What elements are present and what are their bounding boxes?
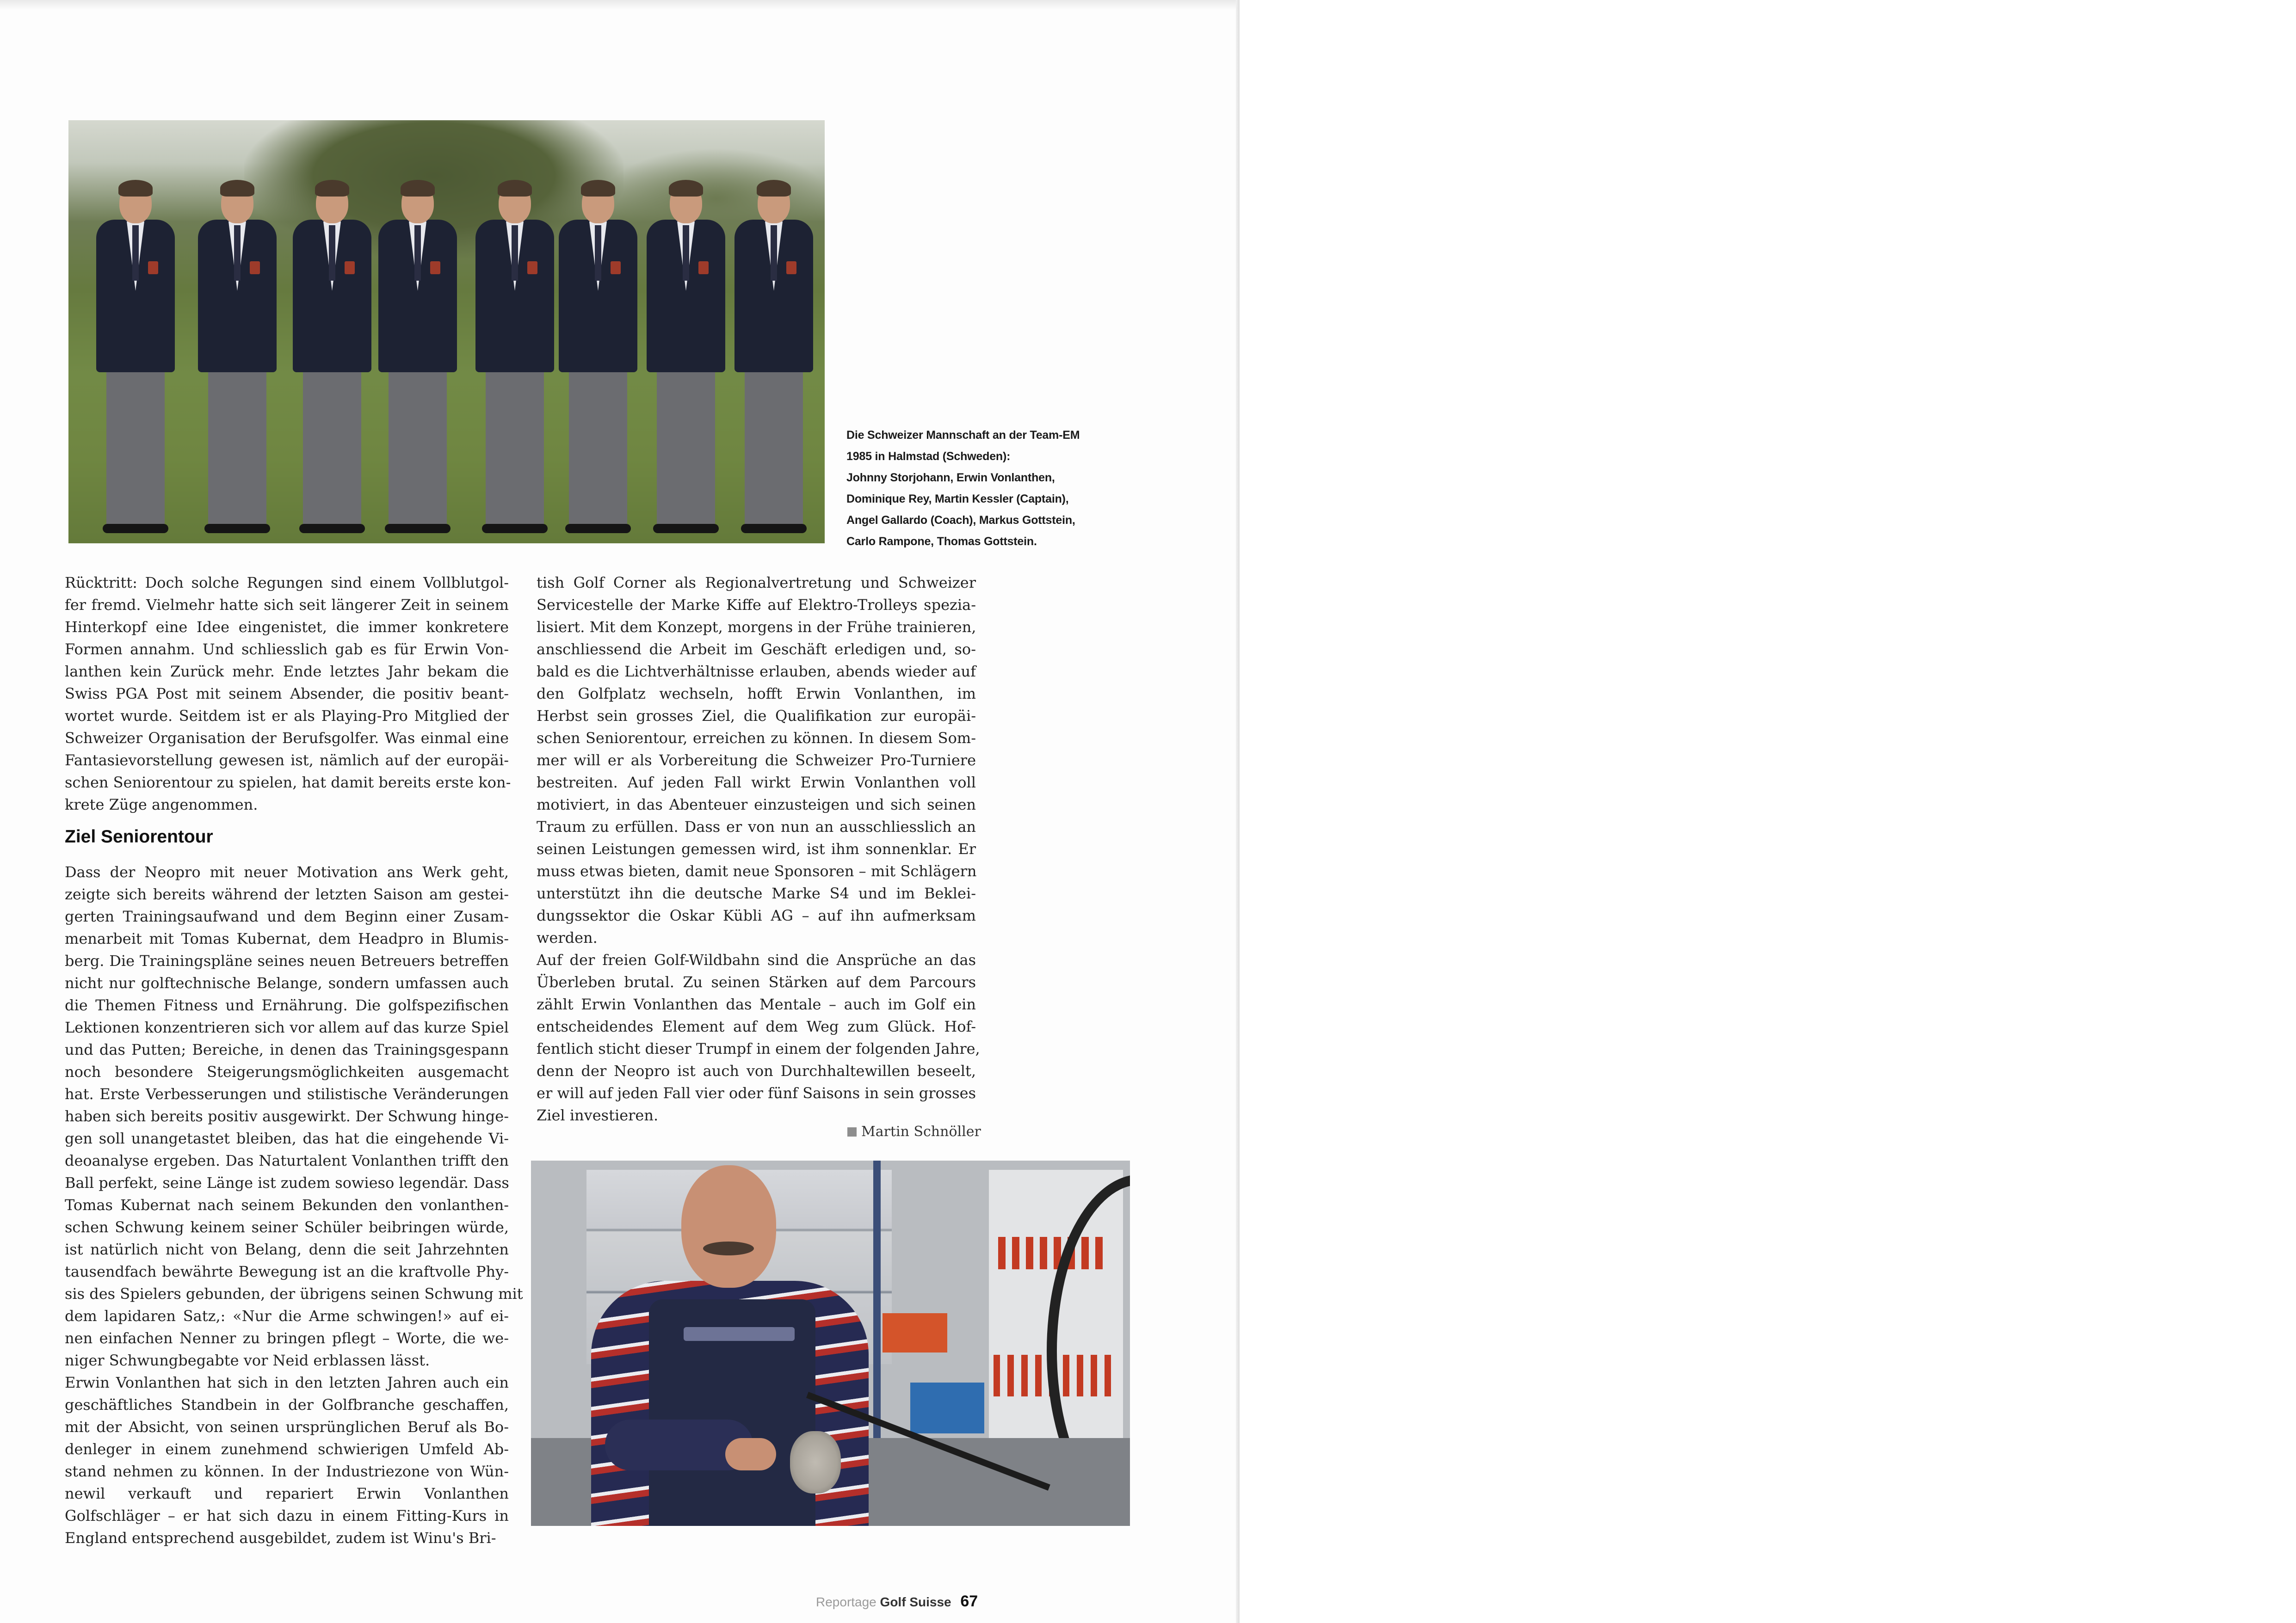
text-line: bald es die Lichtverhältnisse erlauben, abends wieder auf	[537, 663, 976, 680]
text-line: schen Seniorentour zu spielen, hat damit bereits erste kon-	[65, 774, 511, 791]
text-line: entscheidendes Element auf dem Weg zum Glück. Hof-	[537, 1018, 976, 1035]
text-line: fentlich sticht dieser Trumpf in einem der folgenden Jahre,	[537, 1040, 980, 1057]
text-line: tish Golf Corner als Regionalvertretung und Schweizer	[537, 574, 976, 591]
text-line: werden.	[537, 929, 598, 947]
text-line: England entsprechend ausgebildet, zudem ist Winu's Bri-	[65, 1529, 496, 1547]
team-photo	[68, 120, 825, 543]
text-line: und das Putten; Bereiche, in denen das Trainingsgespann	[65, 1041, 509, 1058]
caption-line: Die Schweizer Mannschaft an der Team-EM	[846, 429, 1080, 442]
text-line: Dass der Neopro mit neuer Motivation ans Werk geht,	[65, 863, 509, 881]
author-credit	[847, 1124, 981, 1140]
article-column-2	[537, 572, 980, 1126]
photo-team-member	[647, 183, 725, 534]
photo-man-head	[681, 1165, 776, 1288]
text-line: fer fremd. Vielmehr hatte sich seit längerer Zeit in seinem	[65, 596, 509, 614]
photo-figure-shoes	[565, 524, 631, 533]
text-line: berg. Die Trainingspläne seines neuen Betreuers betreffen	[65, 952, 509, 970]
text-line: lisiert. Mit dem Konzept, morgens in der Frühe trainieren,	[537, 618, 976, 636]
photo-figure-tie	[683, 225, 689, 281]
text-line: mit der Absicht, von seinen ursprünglichen Beruf als Bo-	[65, 1418, 509, 1436]
text-line: Herbst sein grosses Ziel, die Qualifikation zur europäi-	[537, 707, 976, 725]
text-line: schen Schwung keinem seiner Schüler beibringen würde,	[65, 1218, 509, 1236]
photo-figure-shoes	[482, 524, 548, 533]
photo-figure-hair	[669, 180, 703, 197]
photo-team-member	[559, 183, 637, 534]
text-line: Erwin Vonlanthen hat sich in den letzten Jahren auch ein	[65, 1374, 509, 1391]
photo-figure-trousers	[486, 368, 544, 525]
article-column-1-bottom	[65, 861, 523, 1549]
text-line: Swiss PGA Post mit seinem Absender, die positiv beant-	[65, 685, 509, 702]
square-bullet-icon	[847, 1127, 857, 1137]
text-line: lanthen kein Zurück mehr. Ende letztes Jahr bekam die	[65, 663, 509, 680]
text-line: haben sich bereits positiv ausgewirkt. Der Schwung hinge-	[65, 1107, 509, 1125]
photo-figure-tie	[329, 225, 335, 281]
caption-line: Johnny Storjohann, Erwin Vonlanthen,	[846, 471, 1055, 484]
text-line: Auf der freien Golf-Wildbahn sind die Ansprüche an das	[537, 951, 976, 969]
photo-blue-box	[910, 1383, 984, 1433]
text-line: wortet wurde. Seitdem ist er als Playing-Pro Mitglied der	[65, 707, 509, 725]
text-line: dem lapidaren Satz,: «Nur die Arme schwingen!» auf ei-	[65, 1307, 509, 1325]
text-line: denn der Neopro ist auch von Durchhaltewillen beseelt,	[537, 1062, 976, 1080]
photo-figure-shoes	[204, 524, 270, 533]
photo-team-member	[96, 183, 175, 534]
photo-figure-tie	[771, 225, 777, 281]
photo-figure-badge	[786, 261, 796, 274]
photo-figure-tie	[512, 225, 518, 281]
photo-figure-badge	[430, 261, 440, 274]
text-line: stand nehmen zu können. In der Industriezone von Wün-	[65, 1463, 509, 1480]
photo-figure-badge	[611, 261, 621, 274]
text-line: noch besondere Steigerungsmöglichkeiten ausgemacht	[65, 1063, 509, 1081]
caption-line: 1985 in Halmstad (Schweden):	[846, 450, 1011, 463]
text-line: Schweizer Organisation der Berufsgolfer. Was einmal eine	[65, 729, 509, 747]
page-number: 67	[960, 1592, 978, 1610]
text-line: Lektionen konzentrieren sich vor allem auf das kurze Spiel	[65, 1019, 509, 1036]
photo-figure-badge	[250, 261, 260, 274]
text-line: Rücktritt: Doch solche Regungen sind einem Vollblutgol-	[65, 574, 509, 591]
photo-figure-tie	[595, 225, 601, 281]
text-line: Ball perfekt, seine Länge ist zudem sowieso legendär. Dass	[65, 1174, 509, 1192]
text-line: Überleben brutal. Zu seinen Stärken auf dem Parcours	[537, 973, 976, 991]
text-line: gerten Trainingsaufwand und dem Beginn einer Zusam-	[65, 908, 509, 925]
photo-orange-box	[883, 1313, 947, 1352]
photo-team-member	[378, 183, 457, 534]
text-line: Fantasievorstellung gewesen ist, nämlich auf der europäi-	[65, 751, 509, 769]
caption-line: Carlo Rampone, Thomas Gottstein.	[846, 535, 1037, 548]
text-line: unterstützt ihn die deutsche Marke S4 und im Beklei-	[537, 885, 976, 902]
photo-figure-badge	[345, 261, 355, 274]
article-column-1-top	[65, 572, 509, 816]
photo-figure-hair	[220, 180, 254, 197]
photo-figure-hair	[315, 180, 349, 197]
photo-figure-hair	[118, 180, 153, 197]
text-line: zählt Erwin Vonlanthen das Mentale – auch im Golf ein	[537, 996, 976, 1013]
text-line: newil verkauft und repariert Erwin Vonlanthen	[65, 1485, 509, 1502]
photo-grinding-wheel	[790, 1431, 841, 1494]
text-line: Tomas Kubernat nach seinem Bekunden den vonlanthen-	[65, 1196, 509, 1214]
text-line: bestreiten. Auf jeden Fall wirkt Erwin Vonlanthen voll	[537, 774, 976, 791]
photo-team-member	[475, 183, 554, 534]
author-name: Martin Schnöller	[861, 1124, 981, 1140]
photo-figure-trousers	[745, 368, 803, 525]
text-line: er will auf jeden Fall vier oder fünf Saisons in sein grosses	[537, 1084, 976, 1102]
text-line: geschäftliches Standbein in der Golfbranche geschaffen,	[65, 1396, 509, 1414]
photo-caption	[846, 424, 1147, 552]
caption-line: Dominique Rey, Martin Kessler (Captain),	[846, 492, 1069, 505]
photo-figure-tie	[234, 225, 241, 281]
text-line: schen Seniorentour, erreichen zu können. In diesem Som-	[537, 729, 976, 747]
photo-figure-badge	[148, 261, 158, 274]
text-line: Ziel investieren.	[537, 1107, 659, 1124]
text-line: Servicestelle der Marke Kiffe auf Elektro-Trolleys spezia-	[537, 596, 976, 614]
caption-line: Angel Gallardo (Coach), Markus Gottstein,	[846, 514, 1075, 527]
photo-figure-tie	[132, 225, 139, 281]
photo-figure-shoes	[741, 524, 807, 533]
text-line: nen einfachen Nenner zu bringen pflegt – Worte, die we-	[65, 1329, 509, 1347]
text-line: dungssektor die Oskar Kübli AG – auf ihn aufmerksam	[537, 907, 976, 924]
photo-team-member	[734, 183, 813, 534]
text-line: zeigte sich bereits während der letzten Saison am gestei-	[65, 885, 509, 903]
photo-figure-trousers	[569, 368, 627, 525]
photo-figure-badge	[527, 261, 537, 274]
text-line: muss etwas bieten, damit neue Sponsoren – mit Schlägern	[537, 862, 977, 880]
photo-team-member	[293, 183, 371, 534]
photo-apron-print	[684, 1327, 795, 1341]
photo-team-member	[198, 183, 277, 534]
text-line: mer will er als Vorbereitung die Schweizer Pro-Turniere	[537, 751, 976, 769]
text-line: motiviert, in das Abenteuer einzusteigen und sich seinen	[537, 796, 976, 813]
text-line: nicht nur golftechnische Belange, sondern umfassen auch	[65, 974, 509, 992]
photo-figure-shoes	[103, 524, 168, 533]
workshop-photo	[531, 1161, 1130, 1526]
text-line: Traum zu erfüllen. Dass er von nun an ausschliesslich an	[537, 818, 976, 836]
text-line: menarbeit mit Tomas Kubernat, dem Headpro in Blumis-	[65, 930, 509, 947]
text-line: tausendfach bewährte Bewegung ist an die kraftvolle Phy-	[65, 1263, 509, 1280]
photo-man-mustache	[703, 1242, 754, 1255]
photo-figure-hair	[498, 180, 532, 197]
text-line: den Golfplatz wechseln, hofft Erwin Vonlanthen, im	[537, 685, 976, 702]
photo-figure-hair	[581, 180, 615, 197]
text-line: ist natürlich nicht von Belang, denn die seit Jahrzehnten	[65, 1241, 509, 1258]
page-footer	[816, 1592, 978, 1611]
scan-edge	[0, 0, 1240, 10]
text-line: niger Schwungbegabte vor Neid erblassen lässt.	[65, 1352, 430, 1369]
text-line: Golfschläger – er hat sich dazu in einem Fitting-Kurs in	[65, 1507, 509, 1525]
photo-figure-trousers	[106, 368, 165, 525]
photo-man-hand	[725, 1438, 776, 1470]
text-line: Formen annahm. Und schliesslich gab es für Erwin Von-	[65, 640, 509, 658]
photo-figure-trousers	[303, 368, 361, 525]
section-heading: Ziel Seniorentour	[65, 827, 213, 847]
scan-edge-right	[1236, 0, 1240, 1623]
photo-figure-shoes	[299, 524, 365, 533]
text-line: krete Züge angenommen.	[65, 796, 258, 813]
text-line: anschliessend die Arbeit im Geschäft erledigen und, so-	[537, 640, 976, 658]
text-line: deoanalyse ergeben. Das Naturtalent Vonlanthen trifft den	[65, 1152, 509, 1169]
footer-section: Reportage	[816, 1595, 876, 1609]
photo-figure-shoes	[385, 524, 451, 533]
photo-figure-trousers	[657, 368, 715, 525]
photo-figure-badge	[698, 261, 709, 274]
photo-figure-trousers	[208, 368, 266, 525]
text-line: hat. Erste Verbesserungen und stilistische Veränderungen	[65, 1085, 509, 1103]
text-line: denleger in einem zunehmend schwierigen Umfeld Ab-	[65, 1440, 509, 1458]
photo-figure-hair	[401, 180, 435, 197]
photo-figure-tie	[414, 225, 421, 281]
text-line: seinen Leistungen gemessen wird, ist ihm sonnenklar. Er	[537, 840, 976, 858]
footer-magazine: Golf Suisse	[880, 1595, 951, 1609]
text-line: Hinterkopf eine Idee eingenistet, die immer konkretere	[65, 618, 509, 636]
photo-figure-shoes	[653, 524, 719, 533]
text-line: sis des Spielers gebunden, der übrigens seinen Schwung mit	[65, 1285, 523, 1303]
text-line: die Themen Fitness und Ernährung. Die golfspezifischen	[65, 996, 509, 1014]
text-line: gen soll unangetastet bleiben, das hat die eingehende Vi-	[65, 1130, 509, 1147]
photo-figure-trousers	[389, 368, 447, 525]
photo-figure-hair	[757, 180, 791, 197]
